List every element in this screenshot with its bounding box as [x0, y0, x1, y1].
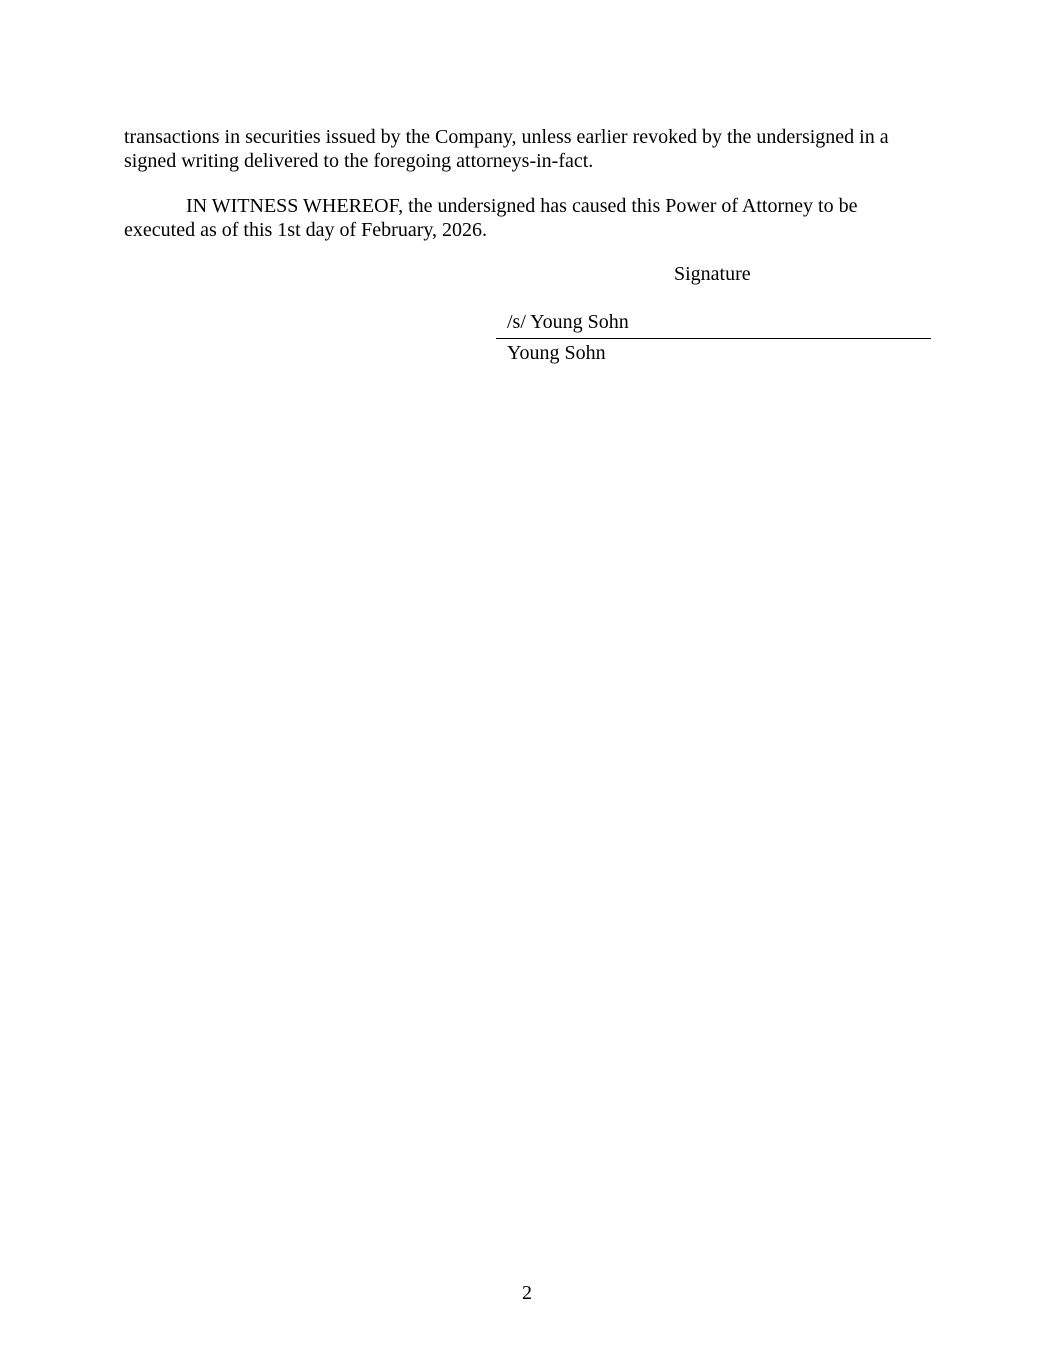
- paragraph-1-line-1: transactions in securities issued by the Company, unless earlier revoked by the undersigned in a: [124, 126, 889, 148]
- paragraph-2-line-1: IN WITNESS WHEREOF, the undersigned has caused this Power of Attorney to be: [186, 195, 858, 217]
- signature-line: [496, 338, 931, 339]
- paragraph-1-line-2: signed writing delivered to the foregoing attorneys-in-fact.: [124, 150, 594, 172]
- signature-signed-name: /s/ Young Sohn: [507, 311, 629, 333]
- signature-heading: Signature: [674, 263, 751, 285]
- page-number: 2: [522, 1282, 532, 1304]
- signature-printed-name: Young Sohn: [507, 342, 606, 364]
- paragraph-2-line-2: executed as of this 1st day of February, 2026.: [124, 219, 488, 241]
